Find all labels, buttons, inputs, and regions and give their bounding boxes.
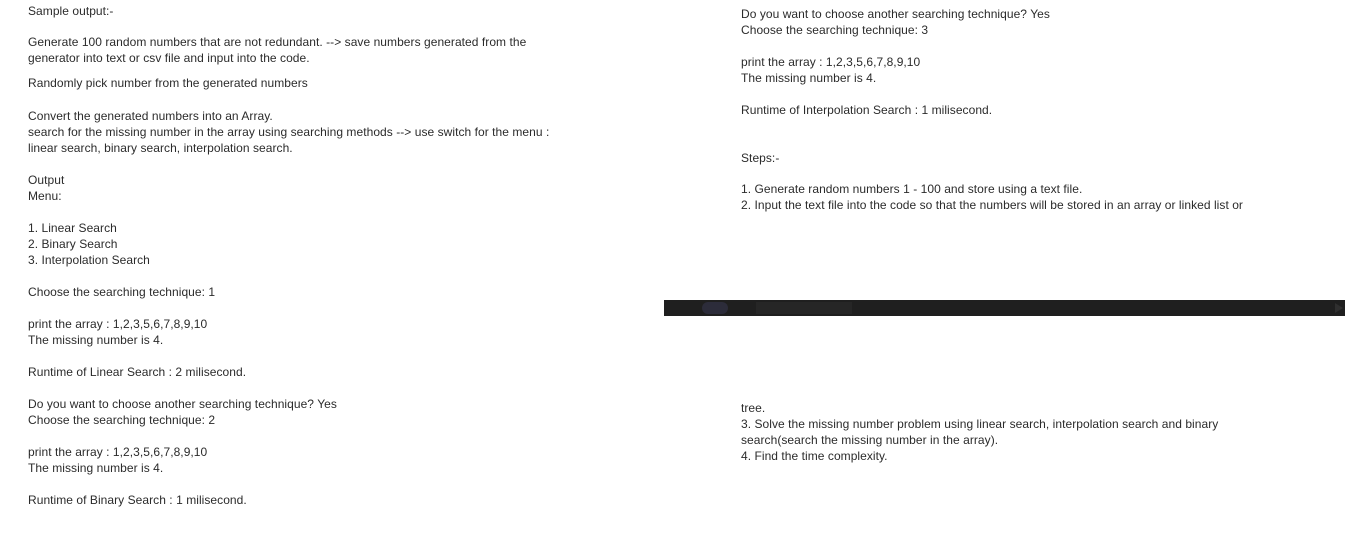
- text-line: Runtime of Linear Search : 2 milisecond.: [28, 365, 247, 379]
- text-line: linear search, binary search, interpolation search.: [28, 141, 293, 155]
- strip-circle-icon: [702, 302, 728, 314]
- step-item: 2. Input the text file into the code so that the numbers will be stored in an array or linked list or: [741, 198, 1243, 212]
- text-line: generator into text or csv file and input into the code.: [28, 51, 310, 65]
- text-line: Runtime of Binary Search : 1 milisecond.: [28, 493, 247, 507]
- text-line: print the array : 1,2,3,5,6,7,8,9,10: [28, 445, 208, 459]
- text-line: search for the missing number in the array using searching methods --> use switch for the menu :: [28, 125, 550, 139]
- text-line: The missing number is 4.: [28, 461, 164, 475]
- menu-label: Menu:: [28, 189, 62, 203]
- step-item: search(search the missing number in the array).: [741, 433, 999, 447]
- step-item: 3. Solve the missing number problem using linear search, interpolation search and binary: [741, 417, 1219, 431]
- text-line: The missing number is 4.: [741, 71, 877, 85]
- strip-arrow-icon: [1335, 303, 1343, 313]
- text-line: Runtime of Interpolation Search : 1 milisecond.: [741, 103, 993, 117]
- menu-item-interpolation: 3. Interpolation Search: [28, 253, 150, 267]
- step-item: 4. Find the time complexity.: [741, 449, 888, 463]
- output-label: Output: [28, 173, 65, 187]
- text-line: Randomly pick number from the generated numbers: [28, 76, 308, 90]
- sample-output-heading: Sample output:-: [28, 4, 114, 18]
- text-line: Choose the searching technique: 3: [741, 23, 929, 37]
- left-page: [0, 0, 664, 545]
- menu-item-linear: 1. Linear Search: [28, 221, 117, 235]
- text-line: print the array : 1,2,3,5,6,7,8,9,10: [741, 55, 921, 69]
- text-line: The missing number is 4.: [28, 333, 164, 347]
- text-line: Choose the searching technique: 1: [28, 285, 216, 299]
- text-line: Choose the searching technique: 2: [28, 413, 216, 427]
- text-line: Convert the generated numbers into an Array.: [28, 109, 273, 123]
- text-line: Generate 100 random numbers that are not redundant. --> save numbers generated from the: [28, 35, 527, 49]
- step-item: 1. Generate random numbers 1 - 100 and store using a text file.: [741, 182, 1083, 196]
- right-page: [664, 0, 1345, 545]
- menu-item-binary: 2. Binary Search: [28, 237, 118, 251]
- steps-heading: Steps:-: [741, 151, 780, 165]
- text-line: Do you want to choose another searching technique? Yes: [28, 397, 337, 411]
- step-item: tree.: [741, 401, 766, 415]
- text-line: print the array : 1,2,3,5,6,7,8,9,10: [28, 317, 208, 331]
- dark-strip: [664, 300, 1345, 316]
- strip-faint-block: [756, 302, 852, 314]
- text-line: Do you want to choose another searching technique? Yes: [741, 7, 1050, 21]
